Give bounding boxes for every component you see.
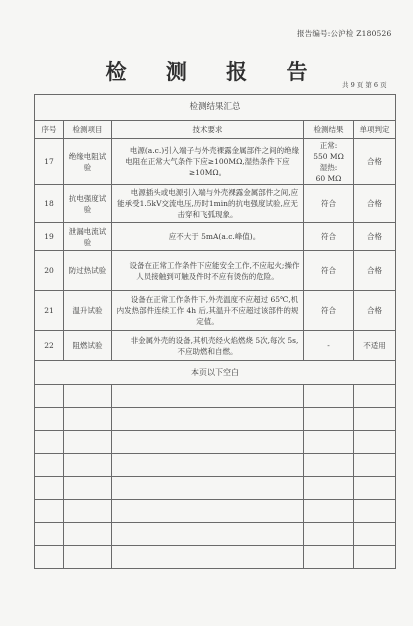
blank-cell xyxy=(304,408,354,431)
blank-cell xyxy=(35,454,64,477)
technical-requirement: 电源插头或电源引入端与外壳裸露金属部件之间,应能承受1.5kV交流电压,历时1min的抗电强度试验,应无击穿和飞弧现象。 xyxy=(112,185,304,223)
blank-cell xyxy=(64,523,112,546)
blank-cell xyxy=(35,546,64,569)
test-item: 防过热试验 xyxy=(64,251,112,291)
blank-cell xyxy=(354,500,396,523)
page-indicator: 共 9 页 第 6 页 xyxy=(342,81,387,89)
blank-cell xyxy=(35,431,64,454)
verdict: 合格 xyxy=(354,251,396,291)
blank-cell xyxy=(304,454,354,477)
blank-cell xyxy=(35,408,64,431)
blank-row xyxy=(35,408,396,431)
verdict: 不适用 xyxy=(354,331,396,361)
column-header-item: 检测项目 xyxy=(64,121,112,139)
technical-requirement: 应不大于 5mA(a.c.峰值)。 xyxy=(112,223,304,251)
blank-cell xyxy=(64,408,112,431)
verdict: 合格 xyxy=(354,223,396,251)
blank-cell xyxy=(304,477,354,500)
report-number: 报告编号:公沪检 Z180526 xyxy=(297,29,392,38)
blank-cell xyxy=(112,523,304,546)
row-number: 19 xyxy=(35,223,64,251)
table-row xyxy=(35,139,396,185)
row-number: 20 xyxy=(35,251,64,291)
row-number: 18 xyxy=(35,185,64,223)
test-item: 泄漏电流试验 xyxy=(64,223,112,251)
blank-cell xyxy=(112,546,304,569)
blank-cell xyxy=(304,500,354,523)
blank-cell xyxy=(354,454,396,477)
page-title: 检 测 报 告 xyxy=(105,59,324,84)
blank-below-note: 本页以下空白 xyxy=(35,361,396,385)
column-header-requirement: 技术要求 xyxy=(112,121,304,139)
row-number: 21 xyxy=(35,291,64,331)
blank-cell xyxy=(354,385,396,408)
blank-cell xyxy=(112,431,304,454)
table-caption: 检测结果汇总 xyxy=(35,95,396,121)
blank-cell xyxy=(35,385,64,408)
blank-cell xyxy=(112,454,304,477)
blank-cell xyxy=(304,431,354,454)
table-row xyxy=(35,251,396,291)
blank-cell xyxy=(35,477,64,500)
column-header-no: 序号 xyxy=(35,121,64,139)
blank-cell xyxy=(64,500,112,523)
test-result: - xyxy=(304,331,354,361)
verdict: 合格 xyxy=(354,139,396,185)
table-row xyxy=(35,331,396,361)
test-item: 绝缘电阻试验 xyxy=(64,139,112,185)
results-summary-table xyxy=(34,94,396,569)
blank-row xyxy=(35,477,396,500)
verdict: 合格 xyxy=(354,185,396,223)
test-result: 符合 xyxy=(304,251,354,291)
technical-requirement: 设备在正常工作条件下,外壳温度不应超过 65℃,机内发热部件连续工作 4h 后,其温升不应超过该部件的规定值。 xyxy=(112,291,304,331)
blank-cell xyxy=(64,454,112,477)
blank-cell xyxy=(354,523,396,546)
blank-cell xyxy=(304,385,354,408)
blank-cell xyxy=(64,385,112,408)
test-item: 阻燃试验 xyxy=(64,331,112,361)
blank-cell xyxy=(112,385,304,408)
verdict: 合格 xyxy=(354,291,396,331)
blank-row xyxy=(35,546,396,569)
blank-cell xyxy=(354,408,396,431)
blank-cell xyxy=(112,408,304,431)
table-header-row xyxy=(35,121,396,139)
blank-cell xyxy=(64,546,112,569)
row-number: 17 xyxy=(35,139,64,185)
test-item: 温升试验 xyxy=(64,291,112,331)
blank-cell xyxy=(64,477,112,500)
blank-cell xyxy=(112,500,304,523)
blank-cell xyxy=(304,546,354,569)
test-item: 抗电强度试验 xyxy=(64,185,112,223)
technical-requirement: 设备在正常工作条件下应能安全工作,不应起火;操作人员接触到可触及件时不应有烫伤的危险。 xyxy=(112,251,304,291)
blank-row xyxy=(35,500,396,523)
table-row xyxy=(35,291,396,331)
blank-cell xyxy=(35,500,64,523)
test-result: 符合 xyxy=(304,185,354,223)
blank-cell xyxy=(354,477,396,500)
blank-row xyxy=(35,431,396,454)
column-header-verdict: 单项判定 xyxy=(354,121,396,139)
table-row xyxy=(35,223,396,251)
blank-cell xyxy=(354,431,396,454)
blank-cell xyxy=(64,431,112,454)
row-number: 22 xyxy=(35,331,64,361)
test-result: 符合 xyxy=(304,291,354,331)
blank-cell xyxy=(35,523,64,546)
blank-row xyxy=(35,385,396,408)
blank-cell xyxy=(304,523,354,546)
blank-cell xyxy=(112,477,304,500)
test-result: 符合 xyxy=(304,223,354,251)
blank-cell xyxy=(354,546,396,569)
column-header-result: 检测结果 xyxy=(304,121,354,139)
test-result: 正常: 550 MΩ 湿热: 60 MΩ xyxy=(304,139,354,185)
blank-row xyxy=(35,523,396,546)
blank-row xyxy=(35,454,396,477)
technical-requirement: 非金属外壳的设备,其机壳经火焰燃烧 5次,每次 5s,不应助燃和自燃。 xyxy=(112,331,304,361)
technical-requirement: 电源(a.c.)引入端子与外壳裸露金属部件之间的绝缘电阻在正常大气条件下应≥100MΩ,湿热条件下应≥10MΩ。 xyxy=(112,139,304,185)
table-row xyxy=(35,185,396,223)
